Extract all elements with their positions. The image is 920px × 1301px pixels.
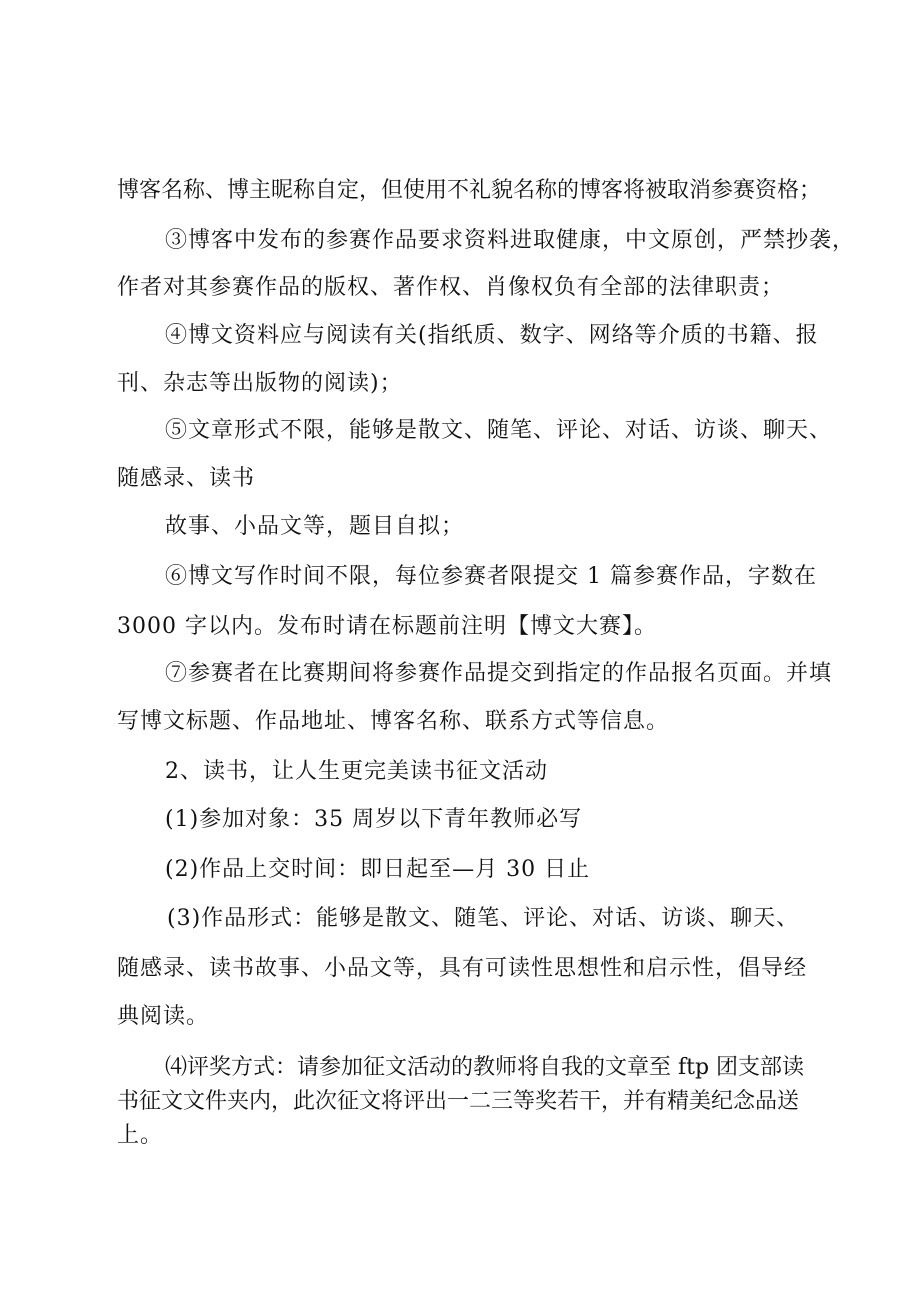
paragraph-line: 随感录、读书 (117, 466, 256, 491)
paragraph-line: 随感录、读书故事、小品文等，具有可读性思想性和启示性，倡导经 (117, 956, 808, 981)
paragraph-line: (2)作品上交时间：即日起至—月 30 日止 (165, 857, 591, 882)
paragraph-line: 3000 字以内。发布时请在标题前注明【博文大赛】。 (117, 614, 657, 639)
paragraph-line: (1)参加对象：35 周岁以下青年教师必写 (165, 807, 583, 832)
paragraph-line: ③博客中发布的参赛作品要求资料进取健康，中文原创，严禁抄袭， (165, 228, 856, 253)
paragraph-line: 刊、杂志等出版物的阅读)； (117, 371, 403, 396)
paragraph-line: 典阅读。 (117, 1004, 210, 1029)
paragraph-line: (3)作品形式：能够是散文、随笔、评论、对话、访谈、聊天、 (167, 906, 800, 931)
paragraph-line: 上。 (117, 1123, 164, 1148)
paragraph-line: 故事、小品文等，题目自拟； (165, 514, 465, 539)
paragraph-line: ④博文资料应与阅读有关(指纸质、数字、网络等介质的书籍、报 (165, 323, 819, 348)
paragraph-line: 写博文标题、作品地址、博客名称、联系方式等信息。 (117, 709, 670, 734)
section-heading: 2、读书，让人生更完美读书征文活动 (165, 759, 548, 784)
paragraph-line: 博客名称、博主昵称自定，但使用不礼貌名称的博客将被取消参赛资格； (117, 178, 822, 203)
paragraph-line: ⑥博文写作时间不限，每位参赛者限提交 1 篇参赛作品，字数在 (165, 564, 817, 589)
paragraph-line: ⑦参赛者在比赛期间将参赛作品提交到指定的作品报名页面。并填 (165, 661, 833, 686)
paragraph-line: 书征文文件夹内，此次征文将评出一二三等奖若干，并有精美纪念品送 (117, 1089, 800, 1114)
paragraph-line: 作者对其参赛作品的版权、著作权、肖像权负有全部的法律职责； (117, 275, 785, 300)
paragraph-line: ⑷评奖方式：请参加征文活动的教师将自我的文章至 ftp 团支部读 (165, 1055, 805, 1080)
paragraph-line: ⑤文章形式不限，能够是散文、随笔、评论、对话、访谈、聊天、 (165, 418, 833, 443)
